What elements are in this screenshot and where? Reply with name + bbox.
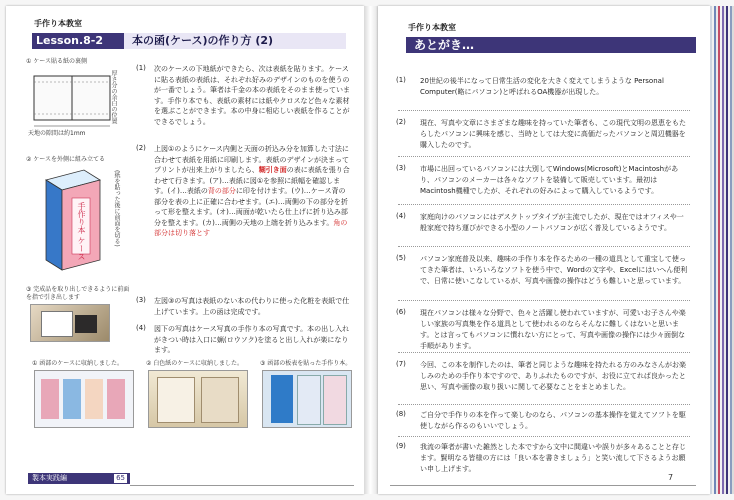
paragraph-2-number: (2) — [136, 144, 146, 152]
afterword-title: あとがき… — [414, 38, 475, 52]
lesson-title: 本の函(ケース)の作り方 (2) — [124, 33, 346, 49]
item-number: (6) — [396, 308, 406, 316]
afterword-item — [396, 442, 690, 475]
paragraph-2-text-b: の表に表紙を張り合わせて行きます。(ア)…表紙に図①を参照に紙幅を確認します。(イ)…表紙の — [154, 166, 350, 195]
paragraph-2-highlight-3: 角の部分は切り落とす — [154, 218, 348, 237]
item-number: (3) — [396, 164, 406, 172]
paragraph-4-number: (4) — [136, 324, 146, 332]
afterword-item — [396, 76, 690, 98]
afterword-item — [396, 308, 690, 352]
page-edges — [710, 6, 734, 494]
figure-3-caption: ③ 完成品を取り出しできるように前面を指で引き出します — [26, 286, 130, 301]
divider — [398, 156, 690, 157]
item-text: 家庭向けのパソコンにはデスクトップタイプが主流でしたが、現在ではオフィスや一般家庭で持ち運びができる小型のノートパソコンが広く普及しているようです。 — [420, 213, 684, 232]
item-number: (1) — [396, 76, 406, 84]
afterword-item — [396, 410, 690, 432]
figure-2-caption: ② ケースを外側に組み立てる — [26, 156, 105, 163]
paragraph-2-highlight-1: 糊引き面 — [258, 166, 287, 174]
right-page — [378, 6, 710, 494]
item-text: 市場に出回っているパソコンには大別してWindows(Microsoft)とMacintoshがあり、パソコンのメーカーは各々なソフトを装備して販売しています。最初はMacintosh機種でしたが、それぞれの好みによって購入しているようです。 — [420, 165, 679, 195]
item-text: 我流の筆者が書いた雑然とした本ですから文中に間違いや誤りが多々あることと存じます。賢明なる皆様の方には「良い本を書きましょう」と笑い流して下さるようお願い申し上げます。 — [420, 443, 686, 473]
case-diagram-2 — [26, 166, 108, 278]
afterword-header — [406, 37, 696, 53]
left-page — [6, 6, 364, 494]
photo-2-caption: ② 白色紙のケースに収納しました。 — [146, 360, 243, 367]
paragraph-3-number: (3) — [136, 296, 146, 304]
figure-2-side-label: (紙を貼った後に前面を切る) — [113, 170, 120, 247]
divider — [398, 436, 690, 437]
item-number: (8) — [396, 410, 406, 418]
figure-1-bottom-label: 天地の隙間は約1mm — [28, 130, 86, 137]
footer-rule-right — [390, 485, 696, 486]
photo-1-caption: ① 函部のケースに収納しました。 — [32, 360, 123, 367]
item-text: 今回、この本を制作したのは、筆者と同じような趣味を持たれる方のみなさんがお楽しみのための手作り本ですので、ありふれたものですが、お役に立てれば良かったと思い、写真や画像の取り扱いに関して必要なことをまとめました。 — [420, 361, 686, 391]
right-page-number: 7 — [668, 473, 674, 482]
left-page-number: 65 — [116, 474, 125, 482]
divider — [398, 110, 690, 111]
divider — [398, 300, 690, 301]
afterword-item — [396, 254, 690, 287]
paragraph-2 — [154, 144, 350, 239]
page-gutter — [364, 6, 378, 494]
series-label: 手作り本教室 — [34, 19, 82, 28]
footer-label: 製本実践編 — [32, 474, 67, 482]
lesson-header — [32, 33, 346, 49]
photo-2 — [148, 370, 248, 428]
footer-bar — [28, 473, 130, 484]
item-number: (4) — [396, 212, 406, 220]
paragraph-2-text-c: に印を付けます。(ウ)…ケース背の部分を表の上に正確に合わせます。(エ)…両側の下の部分を折って形を整えます。(オ)…両面が乾いたら仕上げに折り込み部分を整えます。(カ)…両側の天地の上端を折り込みます。 — [154, 187, 348, 227]
paragraph-2-highlight-2: 背の部分 — [207, 187, 236, 195]
item-text: パソコン家庭普及以来、趣味の手作り本を作るための一種の道具として重宝して使ってきた筆者は、いろいろなソフトを使う中で、Wordの文字や、Excelにはいへん便利で、日常に使いこなしているが、写真や画像の操作はどうも難しいと思っています。 — [420, 255, 688, 285]
paragraph-4: 図下の写真はケース写真の手作り本の写真です。本の出し入れがきつい時は入口に蝋(ロウソク)を塗ると出し入れが楽になります。 — [154, 325, 350, 354]
afterword-item — [396, 212, 690, 234]
book-spine-label: 手作り本 ケース — [77, 202, 86, 261]
photo-3 — [262, 370, 352, 428]
item-text: 20世紀の後半になって日常生活の変化を大きく変えてしまうような Personal Computer(略にパソコン)と呼ばれるOA機器が出現した。 — [420, 77, 664, 96]
figure-1-side-label: 厚さ分の余白の位置 — [110, 70, 117, 124]
series-label-right: 手作り本教室 — [408, 23, 456, 32]
paragraph-3: 左図③の写真は表紙のない本の代わりに使った化粧を表紙で仕上げています。上の函は完成です。 — [154, 297, 350, 316]
lesson-number: Lesson.8-2 — [36, 34, 104, 47]
paragraph-1-number: (1) — [136, 64, 146, 72]
paragraph-2-text-a: 上図①のようにケース内側と天面の折込み分を加算した寸法に合わせて表紙を用紙に印刷します。表紙のデザインが決まってプリントが出来上がりましたら、 — [154, 145, 349, 174]
divider — [398, 204, 690, 205]
figure-1-caption: ① ケース貼る紙の裏側 — [26, 58, 87, 65]
item-text: ご自分で手作りの本を作って楽しむのなら、パソコンの基本操作を覚えてソフトを駆使しながら作るのもいいでしょう。 — [420, 411, 686, 430]
afterword-item — [396, 164, 690, 197]
divider — [398, 246, 690, 247]
photo-1 — [34, 370, 134, 428]
divider — [398, 352, 690, 353]
paragraph-1: 次のケースの下地紙ができたら、次は表紙を貼ります。ケースに貼る表紙の表紙は、それぞれ好みのデザインのものを使うのが一番でしょう。筆者は千金の本の表紙をそのまま使っています。手作り本でも、表紙の素材には紙やクロスなど色々な素材を選ぶことができます。本の中身に相応しい表紙を作ることができるでしょう。 — [154, 65, 350, 126]
item-text: 現在、写真や文章にさまざまな趣味を持っていた筆者も、この現代文明の恩恵をもたらしたパソコンに興味を感じ、当時としては大変に高価だったパソコンと周辺機器を購入したのです。 — [420, 119, 686, 149]
footer-rule — [130, 485, 354, 486]
photo-3-caption: ③ 函部の板表を貼った手作り本。 — [260, 360, 352, 367]
item-text: 現在パソコンは様々な分野で、色々と活躍し使われていますが、可愛いお子さんや楽しい家族の写真集を作る道具として使われるのならそんなに難しくはないと思います。とは言ってもパソコンに慣れない方にとって、写真や画像の操作には少々面倒な手順があります。 — [420, 309, 686, 350]
item-number: (5) — [396, 254, 406, 262]
item-number: (7) — [396, 360, 406, 368]
afterword-item — [396, 118, 690, 151]
item-number: (9) — [396, 442, 406, 450]
item-number: (2) — [396, 118, 406, 126]
afterword-item — [396, 360, 690, 393]
divider — [398, 404, 690, 405]
figure-3-photo — [30, 304, 110, 342]
